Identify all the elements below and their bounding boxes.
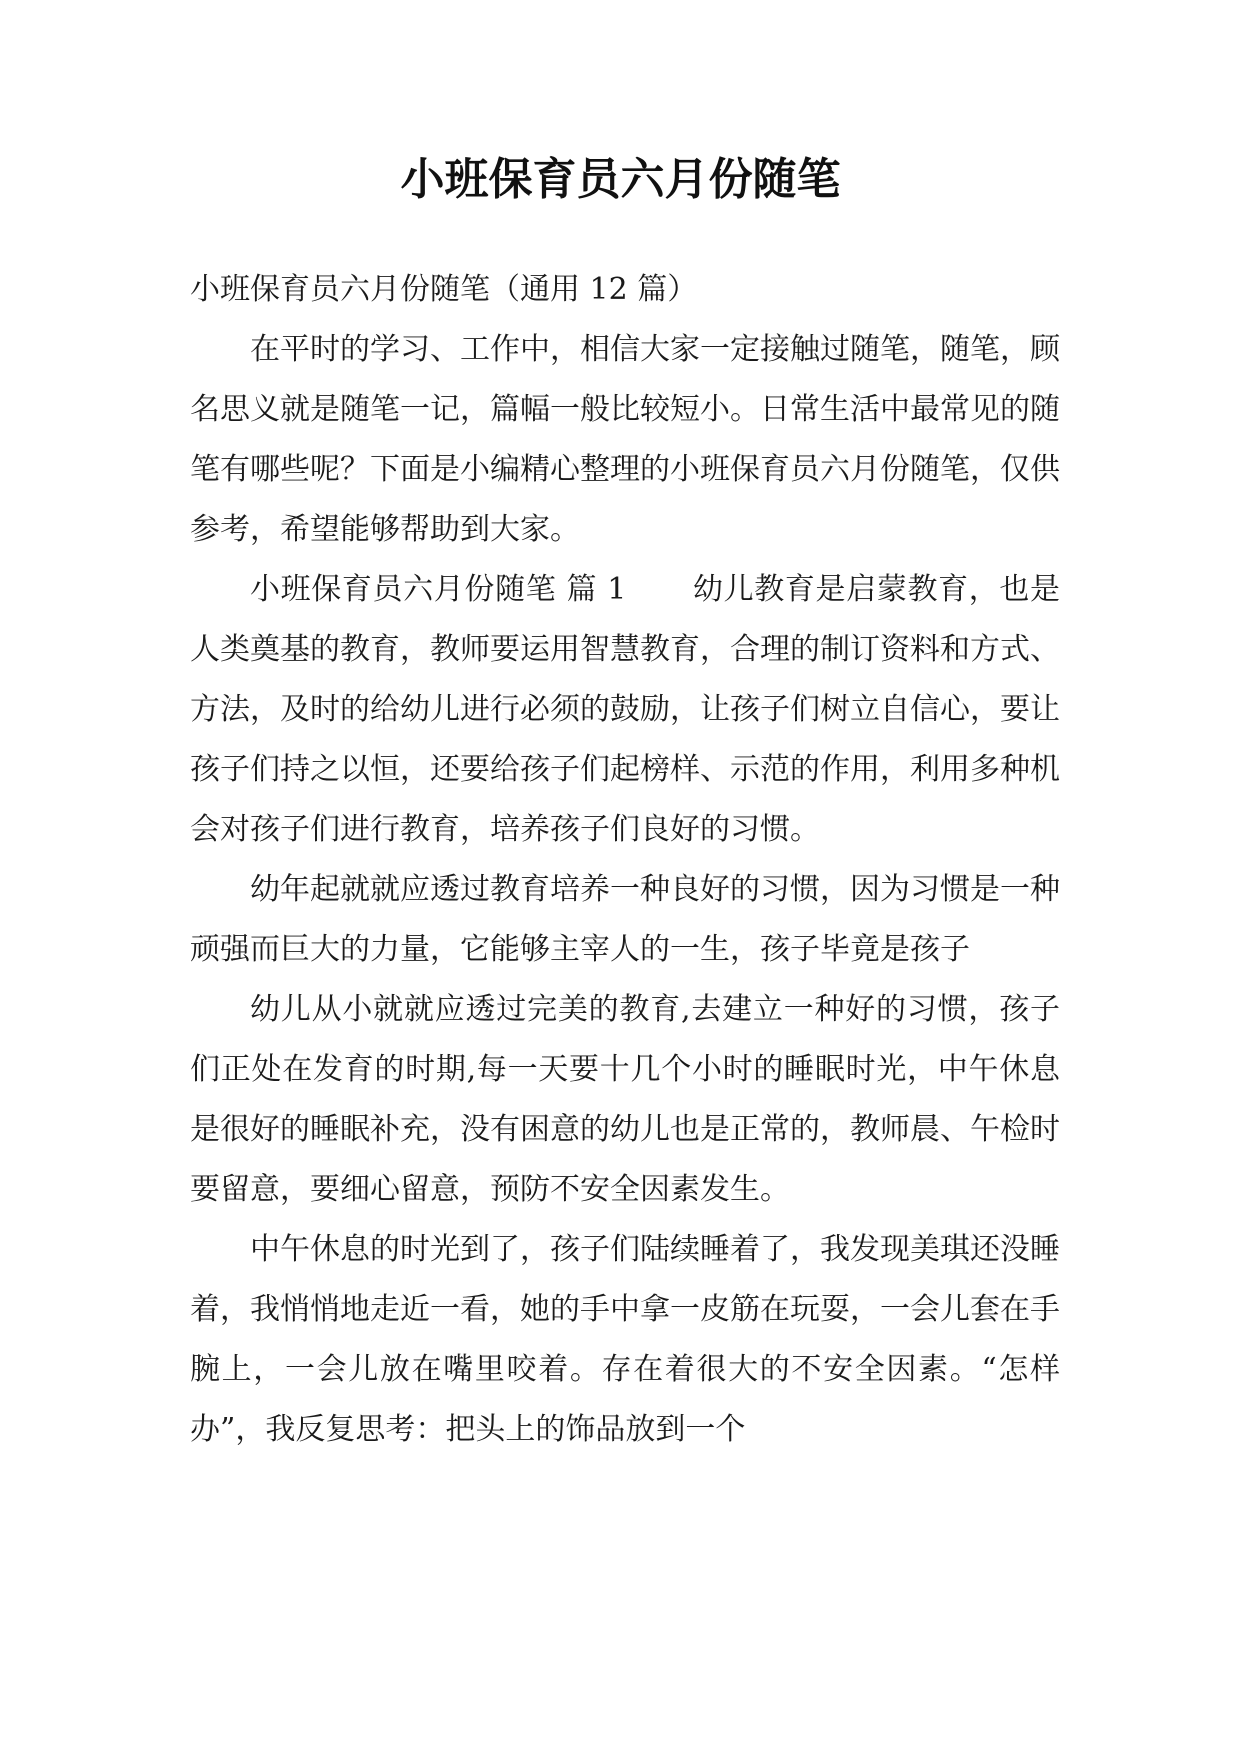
chapter-1-paragraph: [190, 560, 1060, 860]
document-subtitle: 小班保育员六月份随笔（通用 12 篇）: [190, 272, 698, 307]
paragraph-habit: 幼年起就就应透过教育培养一种良好的习惯，因为习惯是一种顽强而巨大的力量，它能够主宰人的一生，孩子毕竟是孩子: [190, 872, 1060, 967]
intro-paragraph: 在平时的学习、工作中，相信大家一定接触过随笔，随笔，顾名思义就是随笔一记，篇幅一般比较短小。日常生活中最常见的随笔有哪些呢？下面是小编精心整理的小班保育员六月份随笔，仅供参考，希望能够帮助到大家。: [190, 332, 1060, 547]
paragraph-naptime: 中午休息的时光到了，孩子们陆续睡着了，我发现美琪还没睡着，我悄悄地走近一看，她的手中拿一皮筋在玩耍，一会儿套在手腕上，一会儿放在嘴里咬着。存在着很大的不安全因素。“怎样办”，我反复思考：把头上的饰品放到一个: [190, 1232, 1060, 1447]
paragraph-sleep: 幼儿从小就就应透过完美的教育,去建立一种好的习惯，孩子们正处在发育的时期,每一天要十几个小时的睡眠时光，中午休息是很好的睡眠补充，没有困意的幼儿也是正常的，教师晨、午检时要留意，要细心留意，预防不安全因素发生。: [190, 992, 1060, 1207]
chapter-1-text: 幼儿教育是启蒙教育，也是人类奠基的教育，教师要运用智慧教育，合理的制订资料和方式、方法，及时的给幼儿进行必须的鼓励，让孩子们树立自信心，要让孩子们持之以恒，还要给孩子们起榜样、示范的作用，利用多种机会对孩子们进行教育，培养孩子们良好的习惯。: [190, 572, 1060, 847]
chapter-1-heading: 小班保育员六月份随笔 篇 1: [250, 572, 627, 607]
document-title: 小班保育员六月份随笔: [400, 154, 841, 205]
document-body: [190, 260, 1060, 1460]
